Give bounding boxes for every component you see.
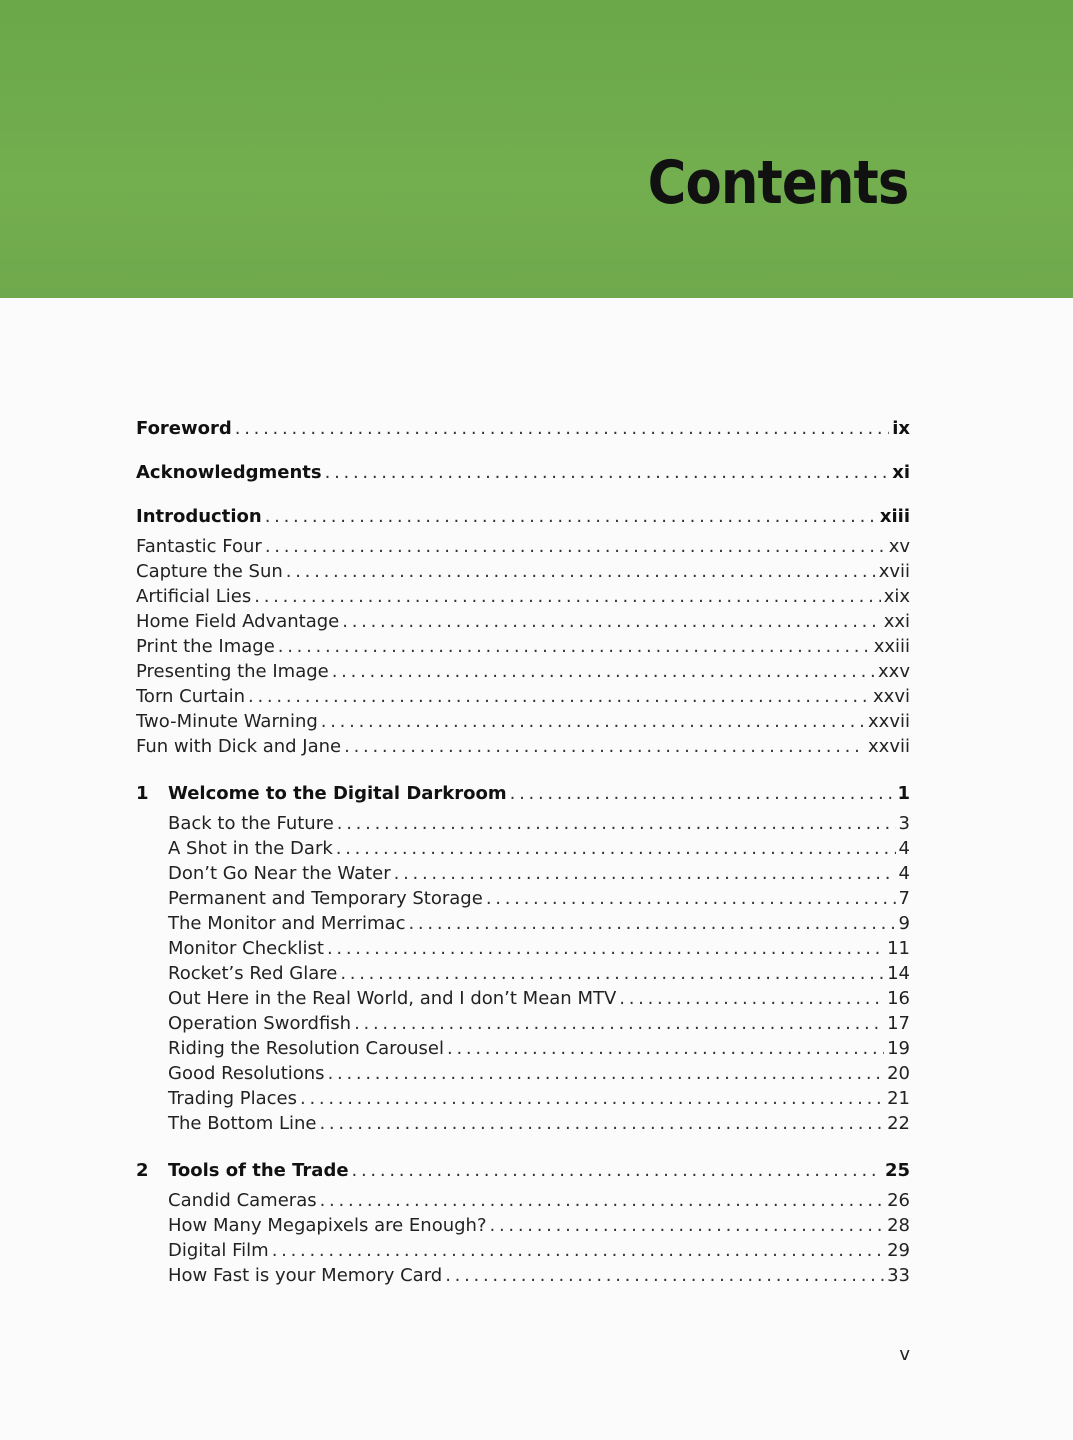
leader-dots (325, 462, 890, 483)
toc-entry-label: How Many Megapixels are Enough? (168, 1215, 487, 1236)
toc-entry[interactable] (136, 1038, 910, 1063)
toc-entry-page: xxi (883, 611, 910, 632)
toc-entry-page: 21 (887, 1088, 910, 1109)
leader-dots (394, 863, 896, 884)
toc-entry[interactable] (136, 711, 910, 736)
toc-entry-page: 20 (887, 1063, 910, 1084)
toc-entry[interactable] (136, 813, 910, 838)
leader-dots (490, 1215, 885, 1236)
toc-entry[interactable] (136, 536, 910, 561)
page-number: v (899, 1344, 910, 1365)
toc-entry-page: xxv (878, 661, 910, 682)
toc-entry-page: 17 (887, 1013, 910, 1034)
toc-entry[interactable] (136, 686, 910, 711)
leader-dots (254, 586, 880, 607)
leader-dots (340, 963, 884, 984)
toc-entry-label: Foreword (136, 418, 232, 439)
toc-entry[interactable] (136, 661, 910, 686)
chapter-number: 1 (136, 783, 149, 804)
toc-entry-page: xv (888, 536, 910, 557)
chapter-title: Tools of the Trade (168, 1160, 349, 1181)
leader-dots (248, 686, 870, 707)
toc-entry[interactable] (136, 561, 910, 586)
toc-entry-page: 33 (887, 1265, 910, 1286)
toc-chapter-1[interactable] (136, 783, 910, 813)
toc-entry[interactable] (136, 863, 910, 888)
toc-entry[interactable] (136, 586, 910, 611)
toc-entry-label: Permanent and Temporary Storage (168, 888, 483, 909)
toc-entry-label: Home Field Advantage (136, 611, 340, 632)
leader-dots (619, 988, 884, 1009)
toc-entry-page: xxvi (873, 686, 910, 707)
toc-entry-label: Print the Image (136, 636, 275, 657)
toc-entry-page: 14 (887, 963, 910, 984)
toc-entry-label: Digital Film (168, 1240, 269, 1261)
toc-entry-page: xix (883, 586, 910, 607)
leader-dots (265, 536, 886, 557)
leader-dots (320, 1190, 884, 1211)
leader-dots (510, 783, 895, 804)
toc-entry-page: 3 (898, 813, 910, 834)
leader-dots (328, 1063, 885, 1084)
chapter-2-sections (136, 1190, 910, 1290)
toc-entry[interactable] (136, 636, 910, 661)
toc-entry[interactable] (136, 888, 910, 913)
toc-entry-label: Fantastic Four (136, 536, 262, 557)
toc-entry-label: A Shot in the Dark (168, 838, 333, 859)
toc-entry[interactable] (136, 1088, 910, 1113)
toc-entry-page: xvii (878, 561, 910, 582)
toc-entry-label: Back to the Future (168, 813, 334, 834)
toc-entry[interactable] (136, 913, 910, 938)
toc-entry-label: Two-Minute Warning (136, 711, 318, 732)
toc-entry-page: 29 (887, 1240, 910, 1261)
leader-dots (336, 838, 896, 859)
chapter-title: Welcome to the Digital Darkroom (168, 783, 507, 804)
toc-entry[interactable] (136, 963, 910, 988)
toc-entry-label: Don’t Go Near the Water (168, 863, 391, 884)
toc-entry-page: 16 (887, 988, 910, 1009)
leader-dots (332, 661, 875, 682)
leader-dots (486, 888, 896, 909)
toc-entry-label: Out Here in the Real World, and I don’t Mean MTV (168, 988, 617, 1009)
toc-entry[interactable] (136, 988, 910, 1013)
toc-entry[interactable] (136, 1013, 910, 1038)
toc-entry-page: xxvii (868, 711, 910, 732)
leader-dots (337, 813, 896, 834)
toc-entry-introduction[interactable] (136, 506, 910, 536)
toc-entry-label: Acknowledgments (136, 462, 322, 483)
toc-chapter-2[interactable] (136, 1160, 910, 1190)
toc-entry[interactable] (136, 611, 910, 636)
toc-entry-page: 28 (887, 1215, 910, 1236)
leader-dots (342, 611, 880, 632)
toc-entry-label: Monitor Checklist (168, 938, 324, 959)
toc-entry-label: The Monitor and Merrimac (168, 913, 406, 934)
leader-dots (235, 418, 889, 439)
toc-entry-label: Candid Cameras (168, 1190, 317, 1211)
leader-dots (408, 913, 895, 934)
toc-entry-page: 11 (887, 938, 910, 959)
toc-entry-label: The Bottom Line (168, 1113, 317, 1134)
toc-entry[interactable] (136, 736, 910, 761)
leader-dots (445, 1265, 884, 1286)
toc-entry-page: 19 (887, 1038, 910, 1059)
toc-entry-label: Operation Swordfish (168, 1013, 352, 1034)
toc-entry-label: Fun with Dick and Jane (136, 736, 342, 757)
toc-entry-label: Trading Places (168, 1088, 297, 1109)
introduction-sections (136, 536, 910, 761)
leader-dots (327, 938, 884, 959)
toc-entry-page: 7 (898, 888, 910, 909)
toc-entry[interactable] (136, 938, 910, 963)
leader-dots (344, 736, 865, 757)
toc-entry[interactable] (136, 1190, 910, 1215)
toc-entry-label: Presenting the Image (136, 661, 329, 682)
toc-entry[interactable] (136, 1063, 910, 1088)
toc-entry-page: 22 (887, 1113, 910, 1134)
leader-dots (352, 1160, 882, 1181)
chapter-page: 25 (884, 1160, 910, 1181)
toc-entry-page: xiii (879, 506, 910, 527)
toc-entry-acknowledgments[interactable] (136, 462, 910, 492)
toc-entry[interactable] (136, 1240, 910, 1265)
toc-entry-label: Good Resolutions (168, 1063, 325, 1084)
leader-dots (278, 636, 871, 657)
page-title: Contents (647, 148, 908, 218)
leader-dots (447, 1038, 884, 1059)
leader-dots (319, 1113, 884, 1134)
chapter-number: 2 (136, 1160, 149, 1181)
toc-entry-label: Riding the Resolution Carousel (168, 1038, 445, 1059)
leader-dots (354, 1013, 884, 1034)
toc-entry-label: Capture the Sun (136, 561, 283, 582)
leader-dots (265, 506, 877, 527)
toc-entry-page: 9 (898, 913, 910, 934)
leader-dots (286, 561, 876, 582)
header-banner (0, 0, 1073, 298)
toc-entry-page: xxiii (873, 636, 910, 657)
leader-dots (272, 1240, 884, 1261)
toc-entry-label: Torn Curtain (136, 686, 246, 707)
toc-entry[interactable] (136, 1215, 910, 1240)
toc-entry-label: Artificial Lies (136, 586, 252, 607)
toc-entry-page: xxvii (868, 736, 910, 757)
toc-entry-page: ix (892, 418, 910, 439)
toc-entry-foreword[interactable] (136, 418, 910, 448)
toc-entry[interactable] (136, 838, 910, 863)
toc-entry-page: 4 (898, 863, 910, 884)
toc-entry[interactable] (136, 1113, 910, 1138)
toc-entry-page: 26 (887, 1190, 910, 1211)
toc-entry-label: How Fast is your Memory Card (168, 1265, 443, 1286)
toc-entry[interactable] (136, 1265, 910, 1290)
toc-entry-label: Rocket’s Red Glare (168, 963, 338, 984)
toc-entry-label: Introduction (136, 506, 262, 527)
toc-entry-page: 4 (898, 838, 910, 859)
table-of-contents (136, 418, 910, 1290)
leader-dots (300, 1088, 884, 1109)
chapter-1-sections (136, 813, 910, 1138)
leader-dots (321, 711, 865, 732)
toc-entry-page: xi (892, 462, 910, 483)
chapter-page: 1 (897, 783, 910, 804)
